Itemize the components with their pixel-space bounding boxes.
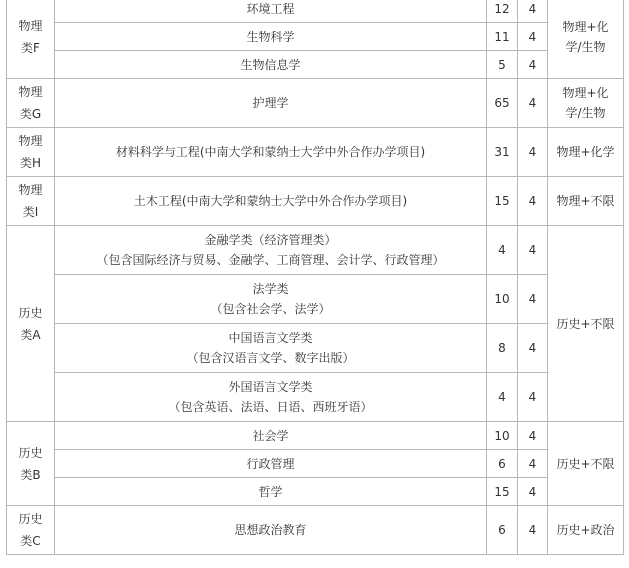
plan-cell: 8 bbox=[487, 324, 518, 373]
major-cell bbox=[55, 128, 487, 177]
major-cell bbox=[55, 0, 487, 23]
plan-cell: 5 bbox=[487, 51, 518, 79]
plan-cell: 65 bbox=[487, 79, 518, 128]
group-cell: 物理类F bbox=[7, 0, 55, 79]
table-row bbox=[7, 275, 624, 324]
major-cell bbox=[55, 506, 487, 555]
requirement-cell: 历史+政治 bbox=[548, 506, 624, 555]
years-cell: 4 bbox=[518, 478, 548, 506]
years-cell: 4 bbox=[518, 51, 548, 79]
table-row bbox=[7, 51, 624, 79]
major-cell bbox=[55, 422, 487, 450]
table-row bbox=[7, 0, 624, 23]
group-cell: 历史类A bbox=[7, 226, 55, 422]
major-name: 土木工程(中南大学和蒙纳士大学中外合作办学项目) bbox=[133, 194, 408, 208]
group-cell: 物理类G bbox=[7, 79, 55, 128]
years-cell: 4 bbox=[518, 450, 548, 478]
major-name: 生物信息学 bbox=[240, 57, 301, 72]
major-cell bbox=[55, 226, 487, 275]
major-note: （包含社会学、法学） bbox=[210, 302, 331, 316]
plan-cell: 12 bbox=[487, 0, 518, 23]
major-cell bbox=[55, 79, 487, 128]
table-row bbox=[7, 226, 624, 275]
major-name: 金融学类（经济管理类） bbox=[204, 233, 337, 247]
table-row bbox=[7, 23, 624, 51]
table-row bbox=[7, 373, 624, 422]
group-cell: 历史类C bbox=[7, 506, 55, 555]
requirement-cell: 物理+不限 bbox=[548, 177, 624, 226]
years-cell: 4 bbox=[518, 23, 548, 51]
table-row bbox=[7, 128, 624, 177]
table-row bbox=[7, 177, 624, 226]
major-name: 环境工程 bbox=[246, 1, 295, 16]
requirement-cell: 物理+化学/生物 bbox=[548, 79, 624, 128]
major-cell bbox=[55, 478, 487, 506]
plan-cell: 6 bbox=[487, 450, 518, 478]
plan-cell: 10 bbox=[487, 275, 518, 324]
admission-table bbox=[6, 0, 624, 555]
requirement-cell: 历史+不限 bbox=[548, 226, 624, 422]
plan-cell: 31 bbox=[487, 128, 518, 177]
major-name: 外国语言文学类 bbox=[228, 380, 313, 394]
table-row bbox=[7, 79, 624, 128]
table-row bbox=[7, 324, 624, 373]
requirement-cell: 物理+化学/生物 bbox=[548, 0, 624, 79]
major-cell bbox=[55, 450, 487, 478]
years-cell: 4 bbox=[518, 79, 548, 128]
table-row bbox=[7, 450, 624, 478]
group-cell: 物理类H bbox=[7, 128, 55, 177]
plan-cell: 11 bbox=[487, 23, 518, 51]
major-cell bbox=[55, 177, 487, 226]
years-cell: 4 bbox=[518, 128, 548, 177]
plan-cell: 6 bbox=[487, 506, 518, 555]
major-cell bbox=[55, 324, 487, 373]
major-cell bbox=[55, 23, 487, 51]
major-name: 材料科学与工程(中南大学和蒙纳士大学中外合作办学项目) bbox=[115, 145, 426, 159]
requirement-cell: 物理+化学 bbox=[548, 128, 624, 177]
years-cell: 4 bbox=[518, 506, 548, 555]
group-cell: 物理类I bbox=[7, 177, 55, 226]
major-note: （包含汉语言文学、数字出版） bbox=[186, 351, 355, 365]
plan-cell: 15 bbox=[487, 177, 518, 226]
major-name: 护理学 bbox=[252, 96, 289, 110]
major-name: 哲学 bbox=[258, 484, 283, 499]
major-name: 行政管理 bbox=[246, 456, 295, 471]
plan-cell: 15 bbox=[487, 478, 518, 506]
major-note: （包含英语、法语、日语、西班牙语） bbox=[168, 400, 373, 414]
major-cell bbox=[55, 51, 487, 79]
years-cell: 4 bbox=[518, 373, 548, 422]
years-cell: 4 bbox=[518, 177, 548, 226]
major-name: 法学类 bbox=[252, 282, 289, 296]
years-cell: 4 bbox=[518, 324, 548, 373]
years-cell: 4 bbox=[518, 422, 548, 450]
major-name: 生物科学 bbox=[246, 29, 295, 44]
table-row bbox=[7, 506, 624, 555]
table-row bbox=[7, 478, 624, 506]
requirement-cell: 历史+不限 bbox=[548, 422, 624, 506]
plan-cell: 4 bbox=[487, 373, 518, 422]
years-cell: 4 bbox=[518, 0, 548, 23]
major-name: 思想政治教育 bbox=[234, 523, 307, 537]
plan-cell: 10 bbox=[487, 422, 518, 450]
table-row bbox=[7, 422, 624, 450]
group-cell: 历史类B bbox=[7, 422, 55, 506]
years-cell: 4 bbox=[518, 226, 548, 275]
major-note: （包含国际经济与贸易、金融学、工商管理、会计学、行政管理） bbox=[96, 253, 445, 267]
major-cell bbox=[55, 373, 487, 422]
major-cell bbox=[55, 275, 487, 324]
major-name: 中国语言文学类 bbox=[228, 331, 313, 345]
plan-cell: 4 bbox=[487, 226, 518, 275]
major-name: 社会学 bbox=[252, 428, 289, 443]
years-cell: 4 bbox=[518, 275, 548, 324]
